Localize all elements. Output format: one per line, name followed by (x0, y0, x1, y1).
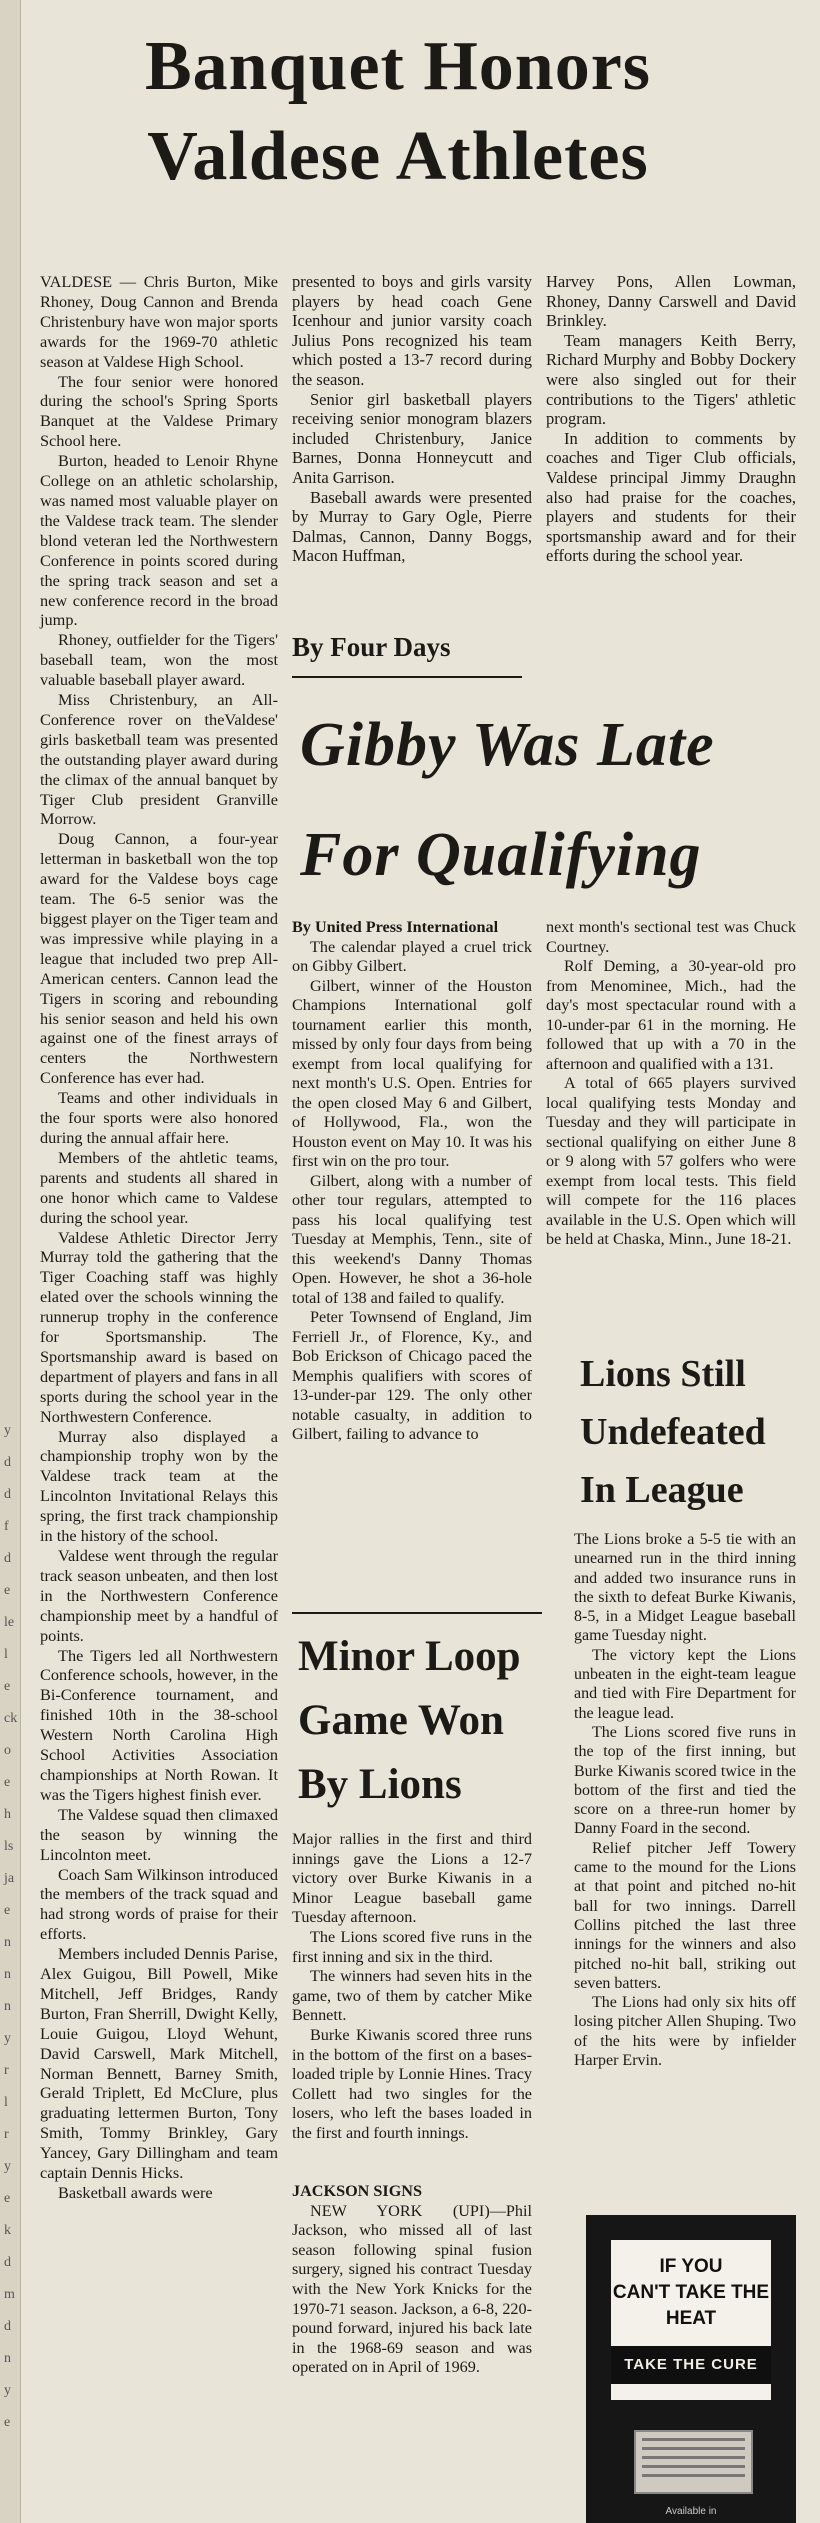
margin-fragment: n (4, 2351, 11, 2366)
margin-fragment: ck (4, 1711, 18, 1726)
banquet-column-3 (546, 272, 796, 566)
lions-still-paragraph: The Lions broke a 5-5 tie with an unearned run in the third inning and added two insurance runs in the sixth to defeat Burke Kiwanis, 8-5, in a Midget League baseball game Tuesday night. (574, 1531, 796, 1645)
banquet-paragraph: The Valdese squad then climaxed the season by winning the Lincolnton meet. (40, 1804, 278, 1864)
lions-still-paragraph: The Lions had only six hits off losing pitcher Allen Shuping. Two of the hits were by infielder Harper Ervin. (574, 1994, 796, 2070)
gibby-paragraph: Gilbert, along with a number of other tour regulars, attempted to pass his local qualifying test Tuesday at Memphis, Tenn., site of this weekend's Danny Thomas Open. However, he shot a 36-hole total of 138 and failed to qualify. (292, 1171, 532, 1307)
gibby-kicker: By Four Days (292, 632, 451, 662)
banquet-paragraph: Team managers Keith Berry, Richard Murphy and Bobby Dockery were also singled out for their contributions to the Tigers' athletic program. (546, 330, 796, 429)
minor-loop-headline-line3: By Lions (298, 1761, 462, 1808)
lions-still-paragraph: Relief pitcher Jeff Towery came to the mound for the Lions at that point and pitched no-hit ball for two innings. Darrell Collins pitched the last three innings for the winners and also pitched no-hit ball, striking out seven batters. (574, 1839, 796, 1992)
lions-still-headline-line1: Lions Still (580, 1353, 746, 1395)
clipped-margin-column (0, 0, 21, 2523)
lions-still-headline-line3: In League (580, 1469, 744, 1511)
minor-loop-column (292, 1830, 532, 2144)
minor-loop-rule (292, 1612, 542, 1614)
air-conditioner-icon (634, 2430, 753, 2494)
jackson-column (292, 2182, 532, 2378)
ad-slogan-line3: HEAT (665, 2308, 717, 2329)
banquet-column-2 (292, 272, 532, 566)
margin-fragment: n (4, 1999, 11, 2014)
margin-fragment: h (4, 1807, 11, 1822)
banquet-paragraph: presented to boys and girls varsity players by head coach Gene Icenhour and junior varsity coach Julius Pons recognized his team which posted a 13-7 record during the season. (292, 272, 532, 389)
gibby-headline (300, 690, 800, 910)
jackson-subhead: JACKSON SIGNS (292, 2182, 422, 2200)
gibby-byline: By United Press International (292, 918, 499, 936)
margin-fragment: e (4, 1903, 11, 1918)
banquet-column-1 (40, 272, 278, 2203)
gibby-paragraph: A total of 665 players survived local qualifying tests Monday and Tuesday and they will participate in sectional qualifying on either June 8 or 9 along with 57 golfers who were exempt from local tests. This field will compete for the 116 places available in the U.S. Open which will be held at Chaska, Minn., June 18-21. (546, 1074, 796, 1248)
margin-fragment: m (4, 2287, 15, 2302)
gibby-paragraph: Peter Townsend of England, Jim Ferriell Jr., of Florence, Ky., and Bob Erickson of Chicago paced the Memphis qualifiers with scores of 13-under-par 129. The only other notable casualty, in addition to Gilbert, failing to advance to (292, 1308, 532, 1443)
lions-still-paragraph: The victory kept the Lions unbeaten in the eight-team league and tied with Fire Department for the league lead. (574, 1646, 796, 1722)
margin-fragment: n (4, 1935, 11, 1950)
banquet-paragraph: VALDESE — Chris Burton, Mike Rhoney, Doug Cannon and Brenda Christenbury have won major sports awards for the 1969-70 athletic season at Valdese High School. (40, 272, 278, 371)
banquet-headline-line1: Banquet Honors (144, 28, 652, 105)
lions-still-paragraph: The Lions scored five runs in the top of the first inning, but Burke Kiwanis scored twice in the bottom of the first and tied the score on a three-run homer by Danny Foard in the second. (574, 1723, 796, 1838)
margin-fragment: le (4, 1615, 15, 1630)
margin-fragment: l (4, 2095, 8, 2110)
banquet-paragraph: In addition to comments by coaches and Tiger Club officials, Valdese principal Jimmy Draughn also had praise for the coaches, players and students for their sportsmanship award and for their efforts during the school year. (546, 428, 796, 566)
minor-loop-paragraph: Major rallies in the first and third innings gave the Lions a 12-7 victory over Burke Kiwanis in a Minor League baseball game Tuesday afternoon. (292, 1830, 532, 1927)
banquet-paragraph: Coach Sam Wilkinson introduced the members of the track squad and had strong words of praise for their efforts. (40, 1864, 278, 1944)
margin-fragment: d (4, 1551, 11, 1566)
margin-fragment: d (4, 2255, 11, 2270)
lions-still-headline-line2: Undefeated (580, 1411, 766, 1453)
margin-fragment: ls (4, 1839, 14, 1854)
ad-slogan-line1: IF YOU (659, 2256, 723, 2277)
gibby-paragraph: Gilbert, winner of the Houston Champions International golf tournament earlier this month, missed by only four days from being exempt from local qualifying for next month's U.S. Open. Entries for the open closed May 6 and Gilbert, of Hollywood, Fla., won the Houston event on May 10. It was his first win on the pro tour. (292, 976, 532, 1170)
banquet-paragraph: Murray also displayed a championship trophy won by the Valdese track team at the Lincolnton Invitational Relays this spring, the first track championship in the history of the school. (40, 1426, 278, 1546)
banquet-paragraph: Doug Cannon, a four-year letterman in basketball won the top award for the Valdese boys cage team. The 6-5 senior was the biggest player on the Tiger team and was impressive while playing in a league that included two prep All-American centers. Cannon lead the Tigers in scoring and rebounding his senior season and held his own against one of the finest arrays of centers the Northwestern Conference has ever had. (40, 829, 278, 1088)
banquet-paragraph: Miss Christenbury, an All-Conference rover on theValdese' girls basketball team was presented the outstanding player award during the climax of the annual banquet by Tiger Club president Granville Morrow. (40, 690, 278, 829)
lions-still-headline (580, 1345, 800, 1519)
margin-fragment: e (4, 1583, 11, 1598)
margin-fragment: e (4, 1775, 11, 1790)
margin-fragment: ja (4, 1871, 15, 1886)
minor-loop-headline (298, 1625, 548, 1817)
margin-fragment: e (4, 2415, 11, 2430)
margin-fragment: y (4, 2159, 11, 2174)
minor-loop-paragraph: The winners had seven hits in the game, two of them by catcher Mike Bennett. (292, 1967, 532, 2025)
margin-fragment: n (4, 1967, 11, 1982)
margin-fragment: y (4, 2031, 11, 2046)
banquet-paragraph: Valdese Athletic Director Jerry Murray told the gathering that the Tiger Coaching staff was highly elated over the schools winning the runnerup trophy in the conference for Sportsmanship. The Sportsmanship award is based on department of players and fans in all sports during the school year in the Northwestern Conference. (40, 1227, 278, 1426)
jackson-paragraph: NEW YORK (UPI)—Phil Jackson, who missed all of last season following spinal fusion surgery, signed his contract Tuesday with the New York Knicks for the 1970-71 season. Jackson, a 6-8, 220-pound forward, injured his back late in the 1968-69 season and was operated on in April of 1969. (292, 2201, 532, 2377)
banquet-paragraph: Burton, headed to Lenoir Rhyne College on an athletic scholarship, was named most valuable player on the Valdese track team. The slender blond veteran led the Northwestern Conference in points scored during the spring track season and set a new conference record in the broad jump. (40, 451, 278, 630)
margin-fragment: d (4, 2319, 11, 2334)
banquet-paragraph: Teams and other individuals in the four sports were also honored during the annual affair here. (40, 1088, 278, 1147)
banquet-paragraph: Baseball awards were presented by Murray to Gary Ogle, Pierre Dalmas, Cannon, Danny Boggs, Macon Huffman, (292, 487, 532, 566)
banquet-paragraph: Harvey Pons, Allen Lowman, Rhoney, Danny Carswell and David Brinkley. (546, 272, 796, 331)
banquet-paragraph: Rhoney, outfielder for the Tigers' baseball team, won the most valuable baseball player award. (40, 630, 278, 690)
gibby-column-right (546, 918, 796, 1250)
margin-fragment: e (4, 1679, 11, 1694)
margin-fragment: r (4, 2063, 9, 2078)
margin-fragment: d (4, 1487, 11, 1502)
gibby-headline-line1: Gibby Was Late (300, 711, 715, 779)
air-conditioner-advertisement (586, 2215, 796, 2523)
ad-slogan-line2: CAN'T TAKE THE (612, 2282, 770, 2303)
minor-loop-headline-line2: Game Won (298, 1697, 504, 1744)
banquet-paragraph: Basketball awards were (58, 2183, 213, 2202)
banquet-paragraph: The four senior were honored during the school's Spring Sports Banquet at the Valdese Primary School here. (40, 371, 278, 451)
margin-fragment: o (4, 1743, 11, 1758)
ad-cta: TAKE THE CURE (611, 2346, 771, 2384)
margin-fragment: f (4, 1519, 9, 1534)
margin-fragment: y (4, 1423, 11, 1438)
margin-fragment: l (4, 1647, 8, 1662)
gibby-column-left (292, 918, 532, 1445)
margin-fragment: r (4, 2127, 9, 2142)
banquet-headline (48, 22, 748, 202)
banquet-headline-line2: Valdese Athletes (147, 118, 649, 195)
banquet-paragraph: The Tigers led all Northwestern Conference schools, however, in the Bi-Conference tournament, and finished 10th in the 38-school Western North Carolina High School Activities Association championships at North Rowan. It was the Tigers highest finish ever. (40, 1645, 278, 1804)
margin-fragment: d (4, 1455, 11, 1470)
banquet-paragraph: Senior girl basketball players receiving senior monogram blazers included Christenbury, Janice Barnes, Donna Honneycutt and Anita Garrison. (292, 389, 532, 487)
kicker-rule (292, 676, 522, 678)
banquet-paragraph: Valdese went through the regular track season unbeaten, and then lost in the Northwestern Conference championship meet by a handful of points. (40, 1546, 278, 1645)
ad-footer: Available in (665, 2506, 717, 2517)
minor-loop-paragraph: The Lions scored five runs in the first inning and six in the third. (292, 1927, 532, 1966)
minor-loop-headline-line1: Minor Loop (298, 1633, 521, 1680)
minor-loop-paragraph: Burke Kiwanis scored three runs in the bottom of the first on a bases-loaded triple by Lonnie Hines. Tracy Collett had two singles for the losers, who left the bases loaded in the first and fourth innings. (292, 2025, 532, 2142)
gibby-paragraph: The calendar played a cruel trick on Gibby Gilbert. (292, 937, 532, 975)
banquet-paragraph: Members included Dennis Parise, Alex Guigou, Bill Powell, Mike Mitchell, Jeff Bridges, Randy Burton, Fran Sherrill, Dwight Kelly, Louie Guigou, Lloyd Wehunt, David Carswell, Mark Mitchell, Norman Bennett, Barney Smith, Gerald Triplett, Ed McClure, plus graduating lettermen Burton, Tony Smith, Tommy Brinkley, Gary Yancey, Gary Dillingham and team captain Dennis Hicks. (40, 1944, 278, 2183)
gibby-paragraph: Rolf Deming, a 30-year-old pro from Menominee, Mich., had the day's most spectacular round with a 10-under-par 61 in the morning. He followed that up with a 70 in the afternoon and qualified with a 131. (546, 957, 796, 1073)
gibby-paragraph: next month's sectional test was Chuck Courtney. (546, 918, 796, 956)
margin-fragment: e (4, 2191, 11, 2206)
lions-still-column (574, 1530, 796, 2070)
banquet-paragraph: Members of the ahtletic teams, parents and students all shared in one honor which came to Valdese during the school year. (40, 1147, 278, 1227)
gibby-headline-line2: For Qualifying (300, 821, 702, 889)
margin-fragment: y (4, 2383, 11, 2398)
margin-fragment: k (4, 2223, 11, 2238)
